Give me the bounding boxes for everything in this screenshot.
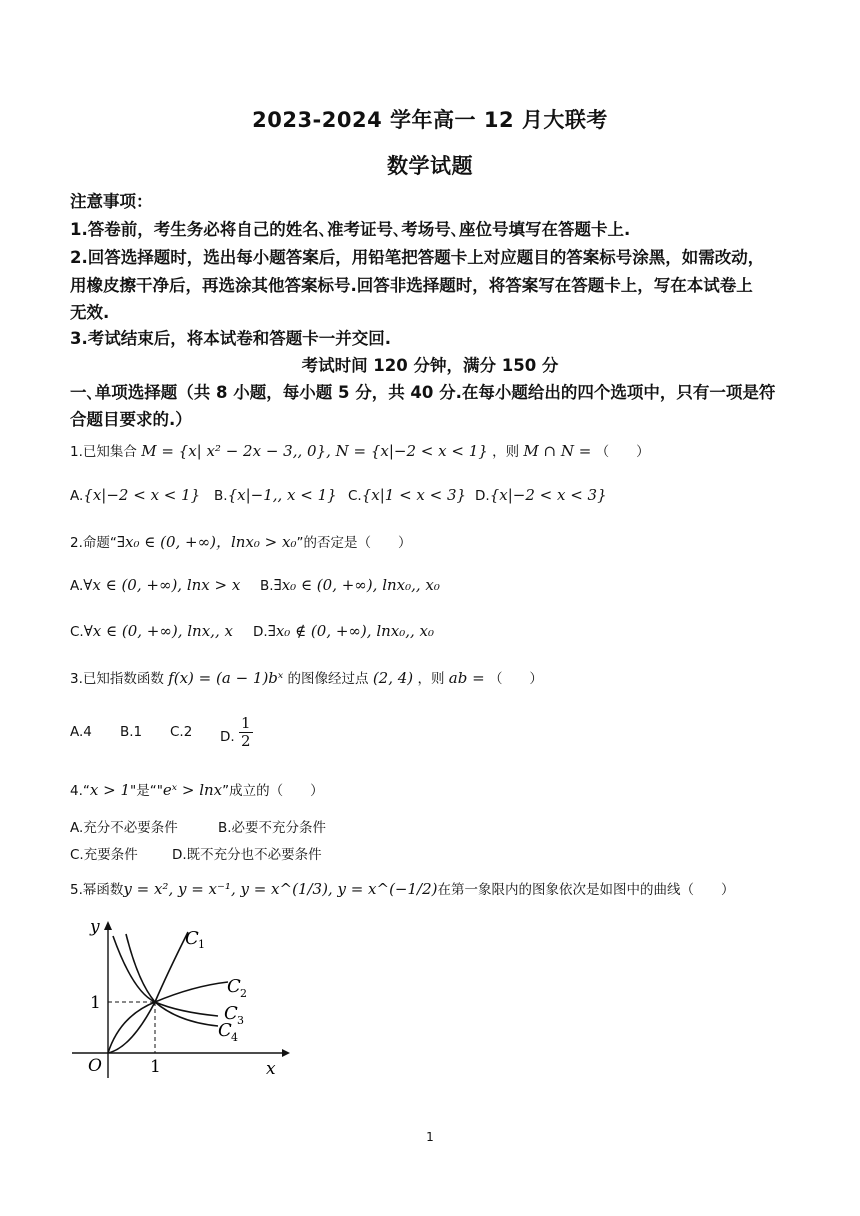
c4-label: C [218,1020,232,1041]
q2-prefix: 2.命题“ [70,535,117,551]
q1-middle: ，则 [492,444,520,460]
q1-option-a[interactable] [70,486,200,504]
question-3 [70,667,543,687]
question-4 [70,779,324,799]
x-axis-arrow-icon [282,1049,290,1057]
notice-item-1: 1.答卷前，考生务必将自己的姓名､准考证号､考场号､座位号填写在答题卡上. [70,220,631,239]
y-axis-arrow-icon [104,921,112,930]
q2-option-a-math: ∀x ∈ (0, +∞), lnx > x [83,576,241,594]
notice-item-3: 3.考试结束后，将本试卷和答题卡一并交回. [70,329,392,348]
q3-option-b[interactable]: B.1 [120,724,143,740]
q2-option-a-label: A. [70,578,84,594]
c3-label: C [224,1003,238,1024]
q4-middle: "是“" [129,783,163,799]
q3-option-d[interactable] [220,715,253,750]
q4-option-c[interactable]: C.充要条件 [70,847,138,863]
q2-option-b-label: B. [260,578,274,594]
q3-function-math: f(x) = (a − 1)bˣ [168,669,284,687]
q3-option-a[interactable]: A.4 [70,724,92,740]
q3-middle: 的图像经过点 [287,671,369,687]
y-axis-label: y [90,917,100,937]
q1-option-c-math: {x|1 < x < 3} [361,486,467,504]
question-2 [70,531,411,552]
q4-condition-2-math: eˣ > lnx [162,781,223,799]
q1-option-a-math: {x|−2 < x < 1} [83,486,201,504]
q2-option-d[interactable] [253,622,434,640]
q1-option-b-math: {x|−1,, x < 1} [227,486,337,504]
q4-condition-1-math: x > 1 [89,781,130,799]
q1-option-d[interactable] [475,486,607,504]
q1-option-b[interactable] [214,486,337,504]
q1-suffix: （ ） [595,444,650,460]
y-tick-label: 1 [90,993,101,1013]
q1-prefix: 1.已知集合 [70,444,137,460]
section-1-heading-line-1: 一､单项选择题（共 8 小题，每小题 5 分，共 40 分.在每小题给出的四个选项中，只有一项是符 [70,383,776,402]
q3-option-d-fraction [239,715,253,750]
q5-prefix: 5.幂函数 [70,882,124,898]
q1-option-a-label: A. [70,488,84,504]
question-5 [70,878,735,898]
q3-ab-math: ab = [448,669,485,687]
question-1 [70,440,650,460]
q3-point-math: (2, 4) [372,669,414,687]
q4-suffix: ”成立的（ ） [222,783,324,799]
c2-subscript: 2 [240,987,247,1000]
q5-functions-math: y = x², y = x⁻¹, y = x^(1/3), y = x^(−1/2) [123,880,438,898]
q3-option-d-label: D. [220,729,235,745]
exam-title: 2023-2024 学年高一 12 月大联考 [252,108,608,132]
q2-option-b[interactable] [260,576,440,594]
q2-option-d-math: ∃x₀ ∉ (0, +∞), lnx₀,, x₀ [267,622,435,640]
q4-option-d[interactable]: D.既不充分也不必要条件 [172,847,322,863]
q2-option-c[interactable] [70,622,233,640]
x-axis-label: x [266,1059,276,1079]
q2-proposition-math: ∃x₀ ∈ (0, +∞)，lnx₀ > x₀ [116,533,297,551]
q5-suffix: 在第一象限内的图象依次是如图中的曲线（ ） [437,882,735,898]
page-number: 1 [426,1130,434,1144]
q3-option-d-denominator: 2 [240,732,251,750]
exam-info: 考试时间 120 分钟，满分 150 分 [301,356,559,375]
q4-option-a[interactable]: A.充分不必要条件 [70,820,178,836]
origin-label: O [88,1056,102,1076]
q4-option-b[interactable]: B.必要不充分条件 [218,820,327,836]
q2-option-a[interactable] [70,576,240,594]
notice-item-2-line-2: 用橡皮擦干净后，再选涂其他答案标号.回答非选择题时，将答案写在答题卡上，写在本试卷上 [70,276,753,295]
c1-subscript: 1 [198,938,205,951]
section-1-heading-line-2: 合题目要求的.） [70,410,192,429]
q4-prefix: 4.“ [70,783,90,799]
c1-label: C [185,928,199,949]
q3-option-d-numerator: 1 [240,714,251,732]
q1-intersection-math: M ∩ N = [523,442,592,460]
x-tick-label: 1 [150,1057,161,1077]
q1-option-d-label: D. [475,488,490,504]
q3-suffix: （ ） [488,671,543,687]
c2-label: C [227,976,241,997]
q3-option-c[interactable]: C.2 [170,724,193,740]
q1-option-b-label: B. [214,488,228,504]
q3-prefix: 3.已知指数函数 [70,671,164,687]
q2-option-c-label: C. [70,624,84,640]
c4-subscript: 4 [231,1031,238,1044]
q2-option-c-math: ∀x ∈ (0, +∞), lnx,, x [83,622,233,640]
q2-option-b-math: ∃x₀ ∈ (0, +∞), lnx₀,, x₀ [273,576,440,594]
notice-heading: 注意事项： [70,192,153,211]
exam-subtitle: 数学试题 [387,154,473,178]
power-function-graph [68,912,298,1084]
notice-item-2-line-3: 无效. [70,303,110,322]
q1-option-d-math: {x|−2 < x < 3} [489,486,607,504]
q2-suffix: ”的否定是（ ） [296,535,412,551]
notice-item-2-line-1: 2.回答选择题时，选出每小题答案后，用铅笔把答题卡上对应题目的答案标号涂黑，如需改动， [70,248,765,267]
q1-sets-math: M = {x| x² − 2x − 3,, 0}, N = {x|−2 < x < 1} [141,442,488,460]
q2-option-d-label: D. [253,624,268,640]
c3-subscript: 3 [237,1014,244,1027]
q3-middle-2: ，则 [417,671,445,687]
q1-option-c-label: C. [348,488,362,504]
q1-option-c[interactable] [348,486,466,504]
